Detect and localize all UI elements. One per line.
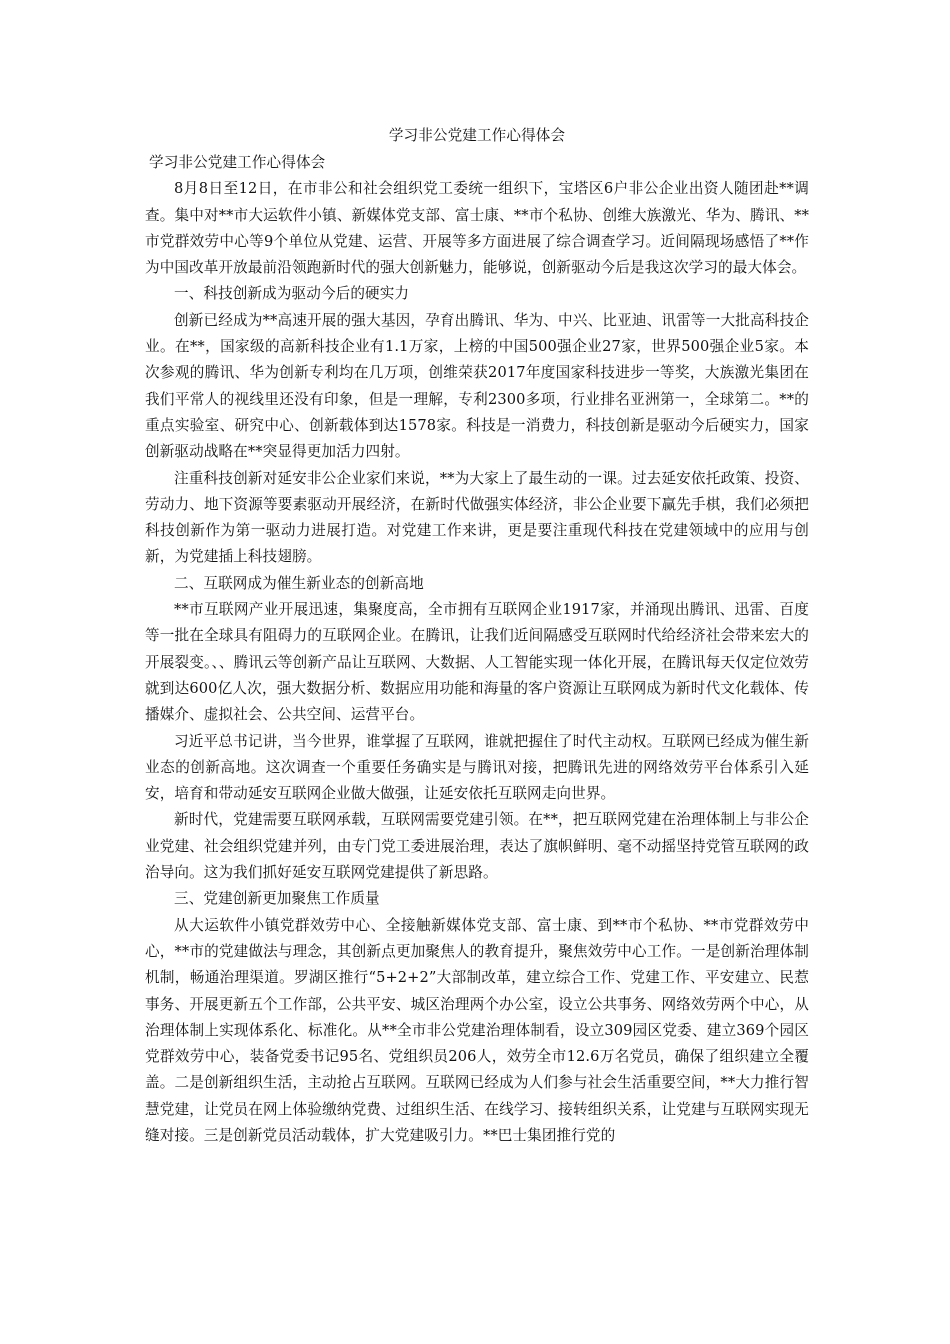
section-heading: 一、科技创新成为驱动今后的硬实力 xyxy=(174,285,410,303)
body-paragraph: 创新已经成为**高速开展的强大基因，孕育出腾讯、华为、中兴、比亚迪、讯雷等一大批高科技企业。在**，国家级的高新科技企业有1.1万家，上榜的中国500强企业27家，世界500强企业5家。本次参观的腾讯、华为创新专利均在几万项，创维荣获2017年度国家科技进步一等奖，大族激光集团在我们平常人的视线里还没有印象，但是一理解，专利2300多项，行业排名亚洲第一，全球第二。**的重点实验室、研究中心、创新载体到达1578家。科技是一消费力，科技创新是驱动今后硬实力，国家创新驱动战略在**突显得更加活力四射。 xyxy=(145,311,809,461)
body-paragraph: 注重科技创新对延安非公企业家们来说，**为大家上了最生动的一课。过去延安依托政策、投资、劳动力、地下资源等要素驱动开展经济，在新时代做强实体经济，非公企业要下赢先手棋，我们必须把科技创新作为第一驱动力进展打造。对党建工作来讲，更是要注重现代科技在党建领域中的应用与创新，为党建插上科技翅膀。 xyxy=(145,469,809,566)
body-paragraph: 习近平总书记讲，当今世界，谁掌握了互联网，谁就把握住了时代主动权。互联网已经成为催生新业态的创新高地。这次调查一个重要任务确实是与腾讯对接，把腾讯先进的网络效劳平台体系引入延安，培育和带动延安互联网企业做大做强，让延安依托互联网走向世界。 xyxy=(145,732,809,803)
document-page xyxy=(145,122,809,1149)
document-body xyxy=(145,176,809,1149)
document-subtitle: 学习非公党建工作心得体会 xyxy=(149,154,326,171)
body-paragraph: 新时代，党建需要互联网承载，互联网需要党建引领。在**，把互联网党建在治理体制上与非公企业党建、社会组织党建并列，由专门党工委进展治理，表达了旗帜鲜明、毫不动摇坚持党管互联网的政治导向。这为我们抓好延安互联网党建提供了新思路。 xyxy=(145,811,809,882)
section-heading: 三、党建创新更加聚焦工作质量 xyxy=(174,890,380,908)
body-paragraph: 8月8日至12日，在市非公和社会组织党工委统一组织下，宝塔区6户非公企业出资人随团赴**调查。集中对**市大运软件小镇、新媒体党支部、富士康、**市个私协、创维大族激光、华为、腾讯、**市党群效劳中心等9个单位从党建、运营、开展等多方面进展了综合调查学习。近间隔现场感悟了**作为中国改革开放最前沿领跑新时代的强大创新魅力，能够说，创新驱动今后是我这次学习的最大体会。 xyxy=(145,180,809,277)
section-heading: 二、互联网成为催生新业态的创新高地 xyxy=(174,574,424,592)
body-paragraph: **市互联网产业开展迅速，集聚度高，全市拥有互联网企业1917家，并涌现出腾讯、迅雷、百度等一批在全球具有阻碍力的互联网企业。在腾讯，让我们近间隔感受互联网时代给经济社会带来宏大的开展裂变。、、腾讯云等创新产品让互联网、大数据、人工智能实现一体化开展，在腾讯每天仅定位效劳就到达600亿人次，强大数据分析、数据应用功能和海量的客户资源让互联网成为新时代文化载体、传播媒介、虚拟社会、公共空间、运营平台。 xyxy=(145,601,809,724)
body-paragraph: 从大运软件小镇党群效劳中心、全接触新媒体党支部、富士康、到**市个私协、**市党群效劳中心，**市的党建做法与理念，其创新点更加聚焦人的教育提升，聚焦效劳中心工作。一是创新治理体制机制，畅通治理渠道。罗湖区推行“5+2+2”大部制改革，建立综合工作、党建工作、平安建立、民惹事务、开展更新五个工作部，公共平安、城区治理两个办公室，设立公共事务、网络效劳两个中心，从治理体制上实现体系化、标准化。从**全市非公党建治理体制看，设立309园区党委、建立369个园区党群效劳中心，装备党委书记95名、党组织员206人，效劳全市12.6万名党员，确保了组织建立全覆盖。二是创新组织生活，主动抢占互联网。互联网已经成为人们参与社会生活重要空间，**大力推行智慧党建，让党员在网上体验缴纳党费、过组织生活、在线学习、接转组织关系，让党建与互联网实现无缝对接。三是创新党员活动载体，扩大党建吸引力。**巴士集团推行党的 xyxy=(145,916,809,1144)
document-title: 学习非公党建工作心得体会 xyxy=(388,127,566,144)
